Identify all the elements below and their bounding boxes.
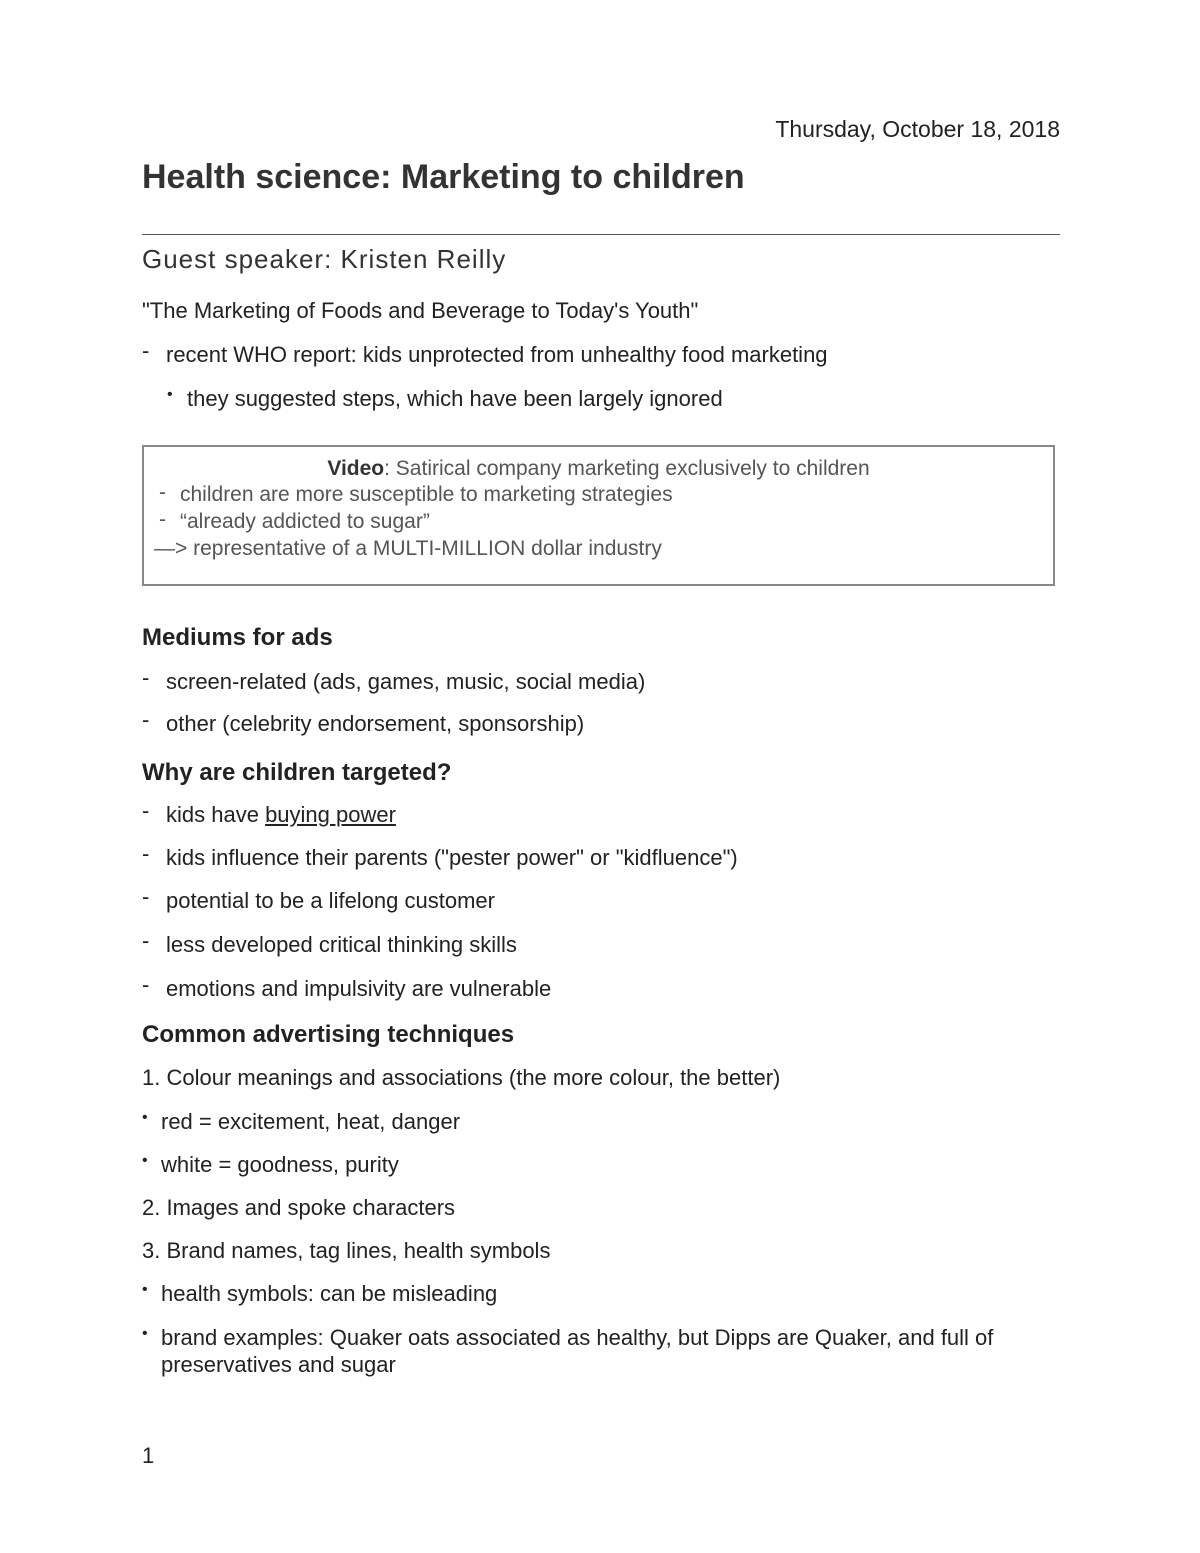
- why-item-text: emotions and impulsivity are vulnerable: [166, 976, 552, 1001]
- video-title-text: : Satirical company marketing exclusively to children: [384, 457, 870, 480]
- bullet-marker: •: [142, 1109, 148, 1126]
- technique-item-text: brand examples: Quaker oats associated as healthy, but Dipps are Quaker, and full of: [161, 1325, 994, 1350]
- video-note-box: [142, 445, 1055, 586]
- technique-1-item: [142, 1152, 1079, 1178]
- why-item: [142, 928, 1084, 958]
- dash-marker: -: [142, 338, 150, 363]
- intro-sub-item: [142, 386, 1105, 412]
- bullet-marker: •: [167, 386, 173, 403]
- dash-marker: -: [142, 928, 150, 953]
- technique-1: 1. Colour meanings and associations (the more colour, the better): [142, 1065, 781, 1090]
- technique-2: 2. Images and spoke characters: [142, 1195, 456, 1220]
- intro-sub-item-text: they suggested steps, which have been largely ignored: [187, 386, 723, 411]
- video-box-item: [154, 508, 1043, 535]
- dash-marker: -: [142, 972, 150, 997]
- dash-marker: -: [142, 841, 150, 866]
- document-date: Thursday, October 18, 2018: [775, 116, 1060, 142]
- dash-marker: -: [159, 481, 166, 504]
- mediums-item-text: other (celebrity endorsement, sponsorship): [166, 711, 585, 736]
- technique-3-item: [142, 1281, 1079, 1307]
- why-item: [142, 972, 1084, 1002]
- video-box-conclusion: —> representative of a MULTI-MILLION dollar industry: [154, 537, 662, 560]
- why-item-text: less developed critical thinking skills: [166, 932, 517, 957]
- technique-3: 3. Brand names, tag lines, health symbols: [142, 1238, 551, 1263]
- video-box-item-text: children are more susceptible to marketing strategies: [180, 483, 673, 506]
- dash-marker: -: [142, 707, 150, 732]
- technique-item-text: red = excitement, heat, danger: [161, 1109, 461, 1134]
- section-heading-why: Why are children targeted?: [142, 759, 452, 786]
- why-item-text: kids have: [166, 802, 266, 827]
- why-item: [142, 884, 1084, 914]
- intro-item-text: recent WHO report: kids unprotected from unhealthy food marketing: [166, 342, 828, 367]
- technique-3-item-continuation: preservatives and sugar: [161, 1352, 396, 1377]
- video-box-item: [154, 481, 1043, 508]
- talk-title: "The Marketing of Foods and Beverage to Today's Youth": [142, 298, 699, 323]
- dash-marker: -: [142, 884, 150, 909]
- bullet-marker: •: [142, 1152, 148, 1169]
- video-box-title: [154, 457, 1043, 481]
- why-item: [142, 841, 1084, 871]
- why-item-text: potential to be a lifelong customer: [166, 888, 495, 913]
- why-item: [142, 798, 1084, 828]
- technique-3-item: [142, 1325, 1079, 1351]
- why-item-text: kids influence their parents ("pester power" or "kidfluence"): [166, 845, 738, 870]
- bullet-marker: •: [142, 1281, 148, 1298]
- technique-item-text: white = goodness, purity: [161, 1152, 399, 1177]
- technique-1-item: [142, 1109, 1079, 1135]
- section-heading-mediums: Mediums for ads: [142, 624, 333, 651]
- page-title: Health science: Marketing to children: [142, 158, 745, 196]
- video-label: Video: [327, 457, 385, 480]
- page-number: 1: [142, 1443, 155, 1468]
- intro-item: [142, 338, 1084, 368]
- title-divider: [142, 234, 1060, 235]
- dash-marker: -: [142, 665, 150, 690]
- section-heading-techniques: Common advertising techniques: [142, 1021, 515, 1048]
- guest-speaker-subtitle: Guest speaker: Kristen Reilly: [142, 244, 507, 274]
- mediums-item: [142, 665, 1084, 695]
- mediums-item: [142, 707, 1084, 737]
- video-box-item-text: “already addicted to sugar”: [180, 510, 430, 533]
- underlined-text: buying power: [265, 802, 396, 827]
- technique-item-text: health symbols: can be misleading: [161, 1281, 498, 1306]
- bullet-marker: •: [142, 1325, 148, 1342]
- mediums-item-text: screen-related (ads, games, music, social media): [166, 669, 646, 694]
- dash-marker: -: [159, 508, 166, 531]
- dash-marker: -: [142, 798, 150, 823]
